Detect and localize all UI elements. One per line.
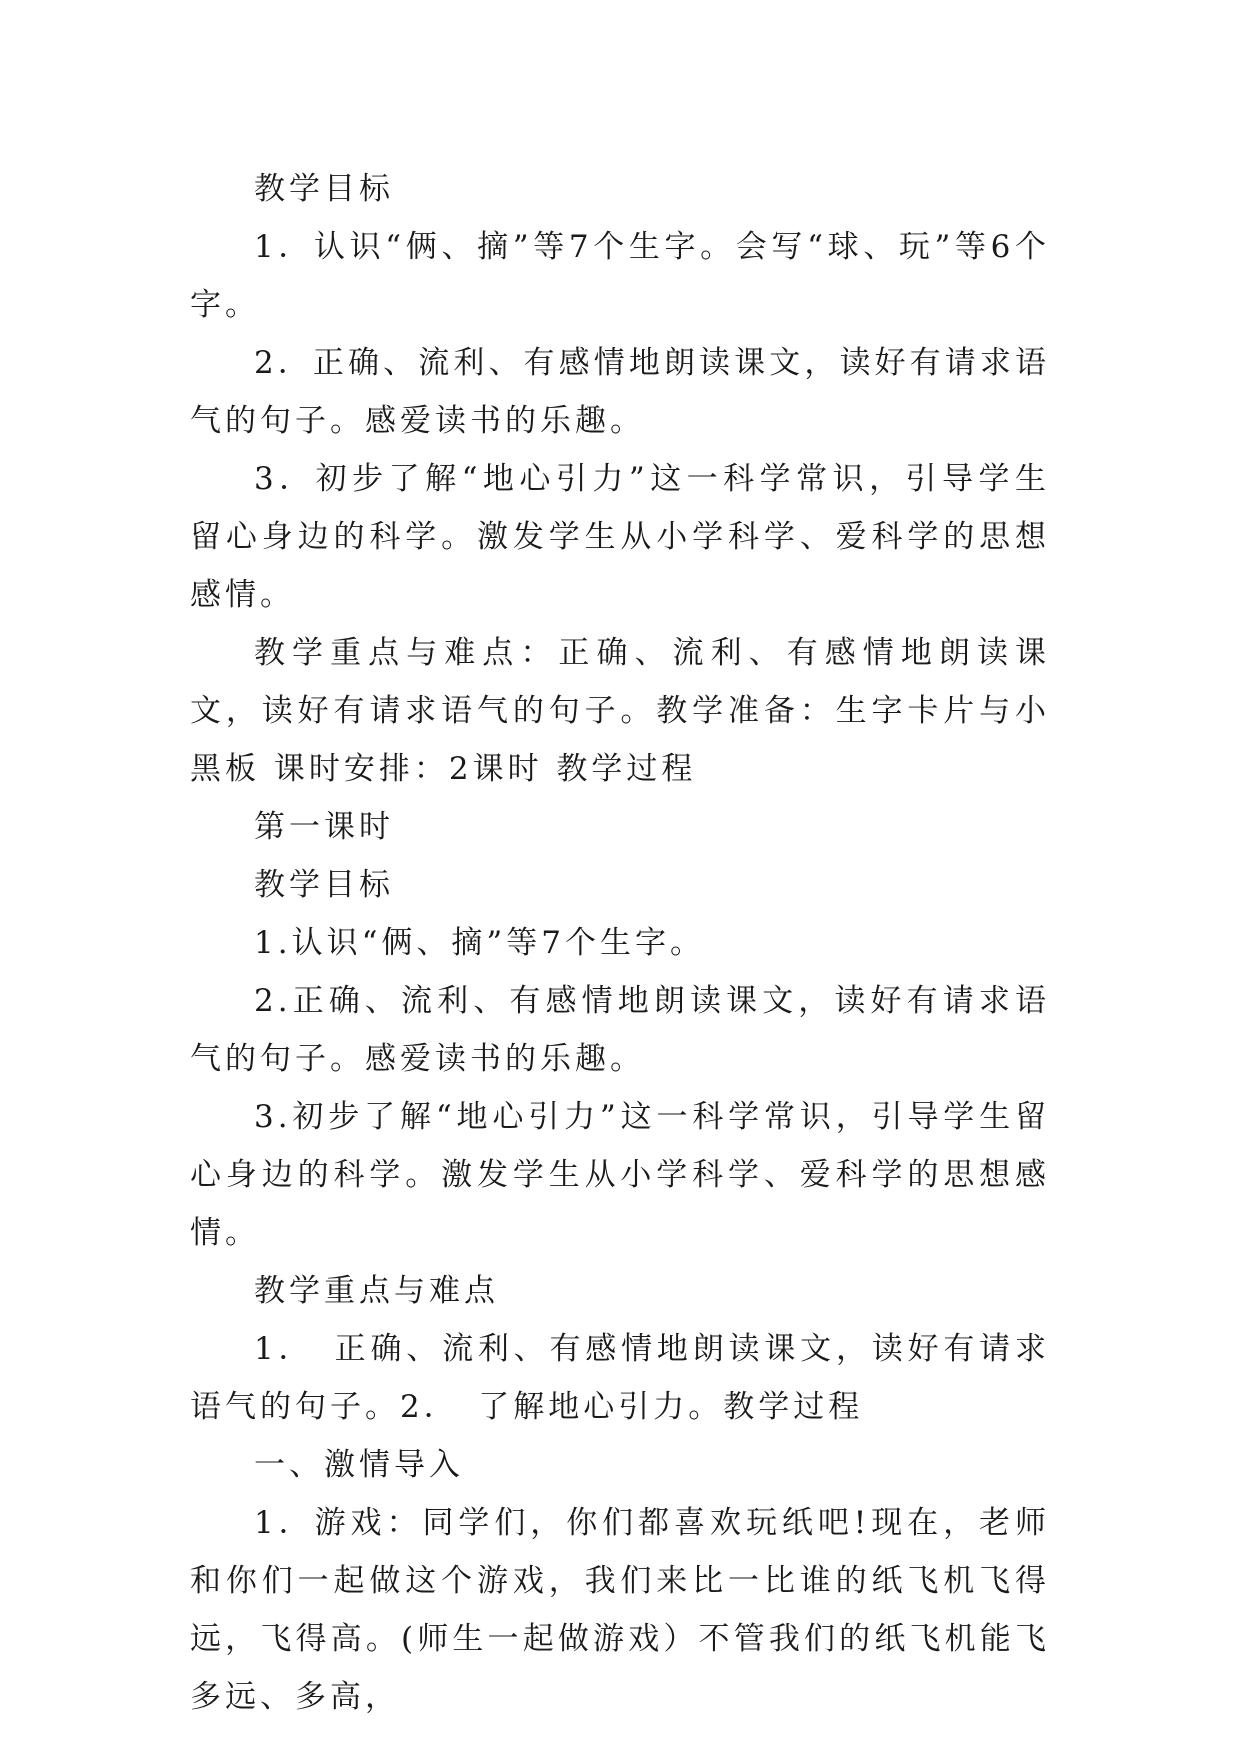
- section-heading: 教学重点与难点: [254, 1273, 499, 1309]
- activity-paragraph: 1．游戏：同学们，你们都喜欢玩纸吧!现在，老师和你们一起做这个游戏，我们来比一比谁的纸飞机飞得远，飞得高。(师生一起做游戏）不管我们的纸飞机能飞多远、多高，: [190, 1505, 1050, 1715]
- objective-item: 3.初步了解“地心引力”这一科学常识，引导学生留心身边的科学。激发学生从小学科学、爱科学的思想感情。: [190, 1099, 1050, 1251]
- section-heading: 教学目标: [254, 171, 394, 207]
- objective-item: 3．初步了解“地心引力”这一科学常识，引导学生留心身边的科学。激发学生从小学科学、爱科学的思想感情。: [190, 461, 1050, 613]
- objective-item: 2.正确、流利、有感情地朗读课文，读好有请求语气的句子。感爱读书的乐趣。: [190, 983, 1050, 1077]
- objective-item: 2．正确、流利、有感情地朗读课文，读好有请求语气的句子。感爱读书的乐趣。: [190, 345, 1050, 439]
- key-points-paragraph: 1． 正确、流利、有感情地朗读课文，读好有请求语气的句子。2． 了解地心引力。教学过程: [190, 1331, 1050, 1425]
- document-page: [190, 160, 1050, 1726]
- key-points-paragraph: 教学重点与难点：正确、流利、有感情地朗读课文，读好有请求语气的句子。教学准备：生字卡片与小黑板 课时安排：2课时 教学过程: [190, 635, 1050, 787]
- step-heading: 一、激情导入: [254, 1447, 464, 1483]
- section-heading: 教学目标: [254, 867, 394, 903]
- objective-item: 1.认识“俩、摘”等7个生字。: [254, 925, 705, 961]
- objective-item: 1．认识“俩、摘”等7个生字。会写“球、玩”等6个字。: [190, 229, 1050, 323]
- lesson-heading: 第一课时: [254, 809, 394, 845]
